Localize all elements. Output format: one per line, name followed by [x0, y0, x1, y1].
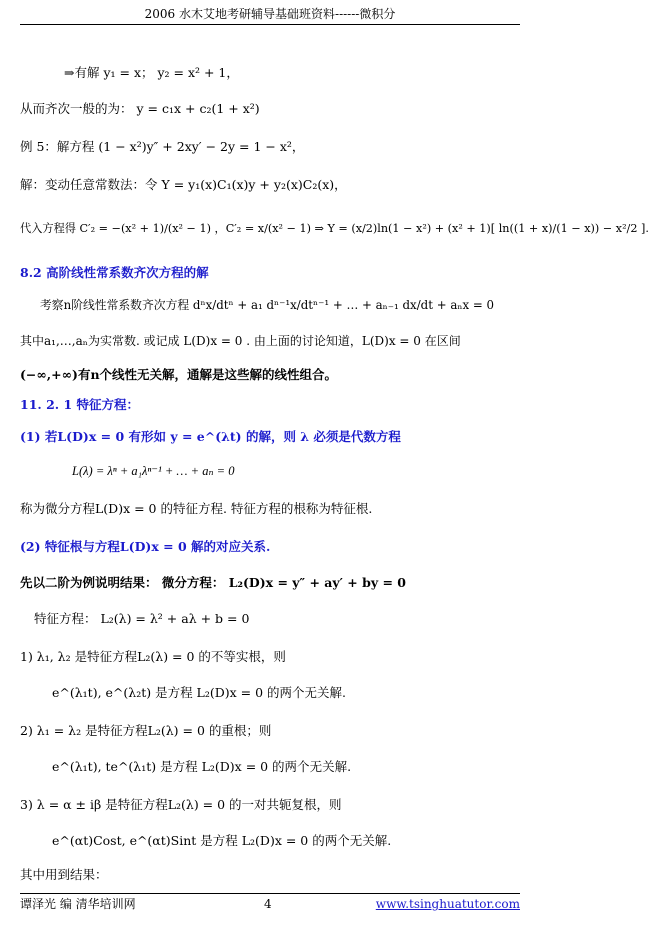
roots-solutions-heading: (2) 特征根与方程L(D)x = 0 解的对应关系.	[20, 539, 271, 554]
general-solution-line: 从而齐次一般的为： y = c₁x + c₂(1 + x²)	[20, 101, 260, 116]
page-header: 2006 水木艾地考研辅导基础班资料------微积分	[144, 7, 396, 21]
case-2-line: 2) λ₁ = λ₂ 是特征方程L₂(λ) = 0 的重根；则	[20, 723, 272, 738]
characteristic-condition-line: (1) 若L(D)x = 0 有形如 y = e^(λt) 的解，则 λ 必须是代数方程	[20, 429, 401, 444]
case-2-solutions: e^(λ₁t), te^(λ₁t) 是方程 L₂(D)x = 0 的两个无关解.	[52, 759, 352, 774]
footer-rule	[20, 893, 520, 894]
solution-line: ⇒有解 y₁ = x； y₂ = x² + 1，	[64, 65, 239, 80]
page-number: 4	[264, 897, 272, 911]
footer-website-link[interactable]: www.tsinghuatutor.com	[375, 897, 520, 911]
nth-order-equation-line: 考察n阶线性常系数齐次方程 dⁿx/dtⁿ + a₁ dⁿ⁻¹x/dtⁿ⁻¹ + … + aₙ₋₁ dx/dt + aₙx = 0	[40, 298, 495, 312]
case-3-solutions: e^(αt)Cost, e^(αt)Sint 是方程 L₂(D)x = 0 的两个无关解.	[52, 833, 392, 848]
example-5-line: 例 5：解方程 (1 − x²)y″ + 2xy′ − 2y = 1 − x²，	[20, 139, 305, 154]
variation-of-parameters-line: 解：变动任意常数法：令 Y = y₁(x)C₁(x)y + y₂(x)C₂(x)，	[20, 177, 347, 192]
header-rule	[20, 24, 520, 25]
substitution-line: 代入方程得 C′₂ = −(x² + 1)/(x² − 1) ，C′₂ = x/(x² − 1) ⇒ Y = (x/2)ln(1 − x²) + (x² + 1)[ ln((1 + x)/(1 − x)) − x²/2 ].	[20, 222, 649, 235]
linear-combination-line: (−∞,+∞)有n个线性无关解，通解是这些解的线性组合。	[20, 367, 338, 382]
case-1-line: 1) λ₁, λ₂ 是特征方程L₂(λ) = 0 的不等实根，则	[20, 649, 286, 664]
second-order-example-line: 先以二阶为例说明结果： 微分方程： L₂(D)x = y″ + ay′ + by = 0	[20, 575, 407, 590]
subsection-heading-11-2-1: 11. 2. 1 特征方程：	[20, 397, 140, 412]
second-order-characteristic-line: 特征方程： L₂(λ) = λ² + aλ + b = 0	[34, 611, 250, 626]
section-heading-8-2: 8.2 高阶线性常系数齐次方程的解	[20, 265, 209, 280]
case-3-line: 3) λ = α ± iβ 是特征方程L₂(λ) = 0 的一对共轭复根，则	[20, 797, 342, 812]
results-used-line: 其中用到结果：	[20, 867, 108, 882]
case-1-solutions: e^(λ₁t), e^(λ₂t) 是方程 L₂(D)x = 0 的两个无关解.	[52, 685, 347, 700]
characteristic-definition-line: 称为微分方程L(D)x = 0 的特征方程. 特征方程的根称为特征根.	[20, 501, 373, 516]
footer-author: 谭泽光 编 清华培训网	[20, 897, 136, 911]
characteristic-polynomial: L(λ) = λⁿ + a₁λⁿ⁻¹ + … + aₙ = 0	[72, 464, 235, 478]
operator-form-line: 其中a₁,…,aₙ为实常数. 或记成 L(D)x = 0 . 由上面的讨论知道，L(D)x = 0 在区间	[20, 334, 461, 348]
